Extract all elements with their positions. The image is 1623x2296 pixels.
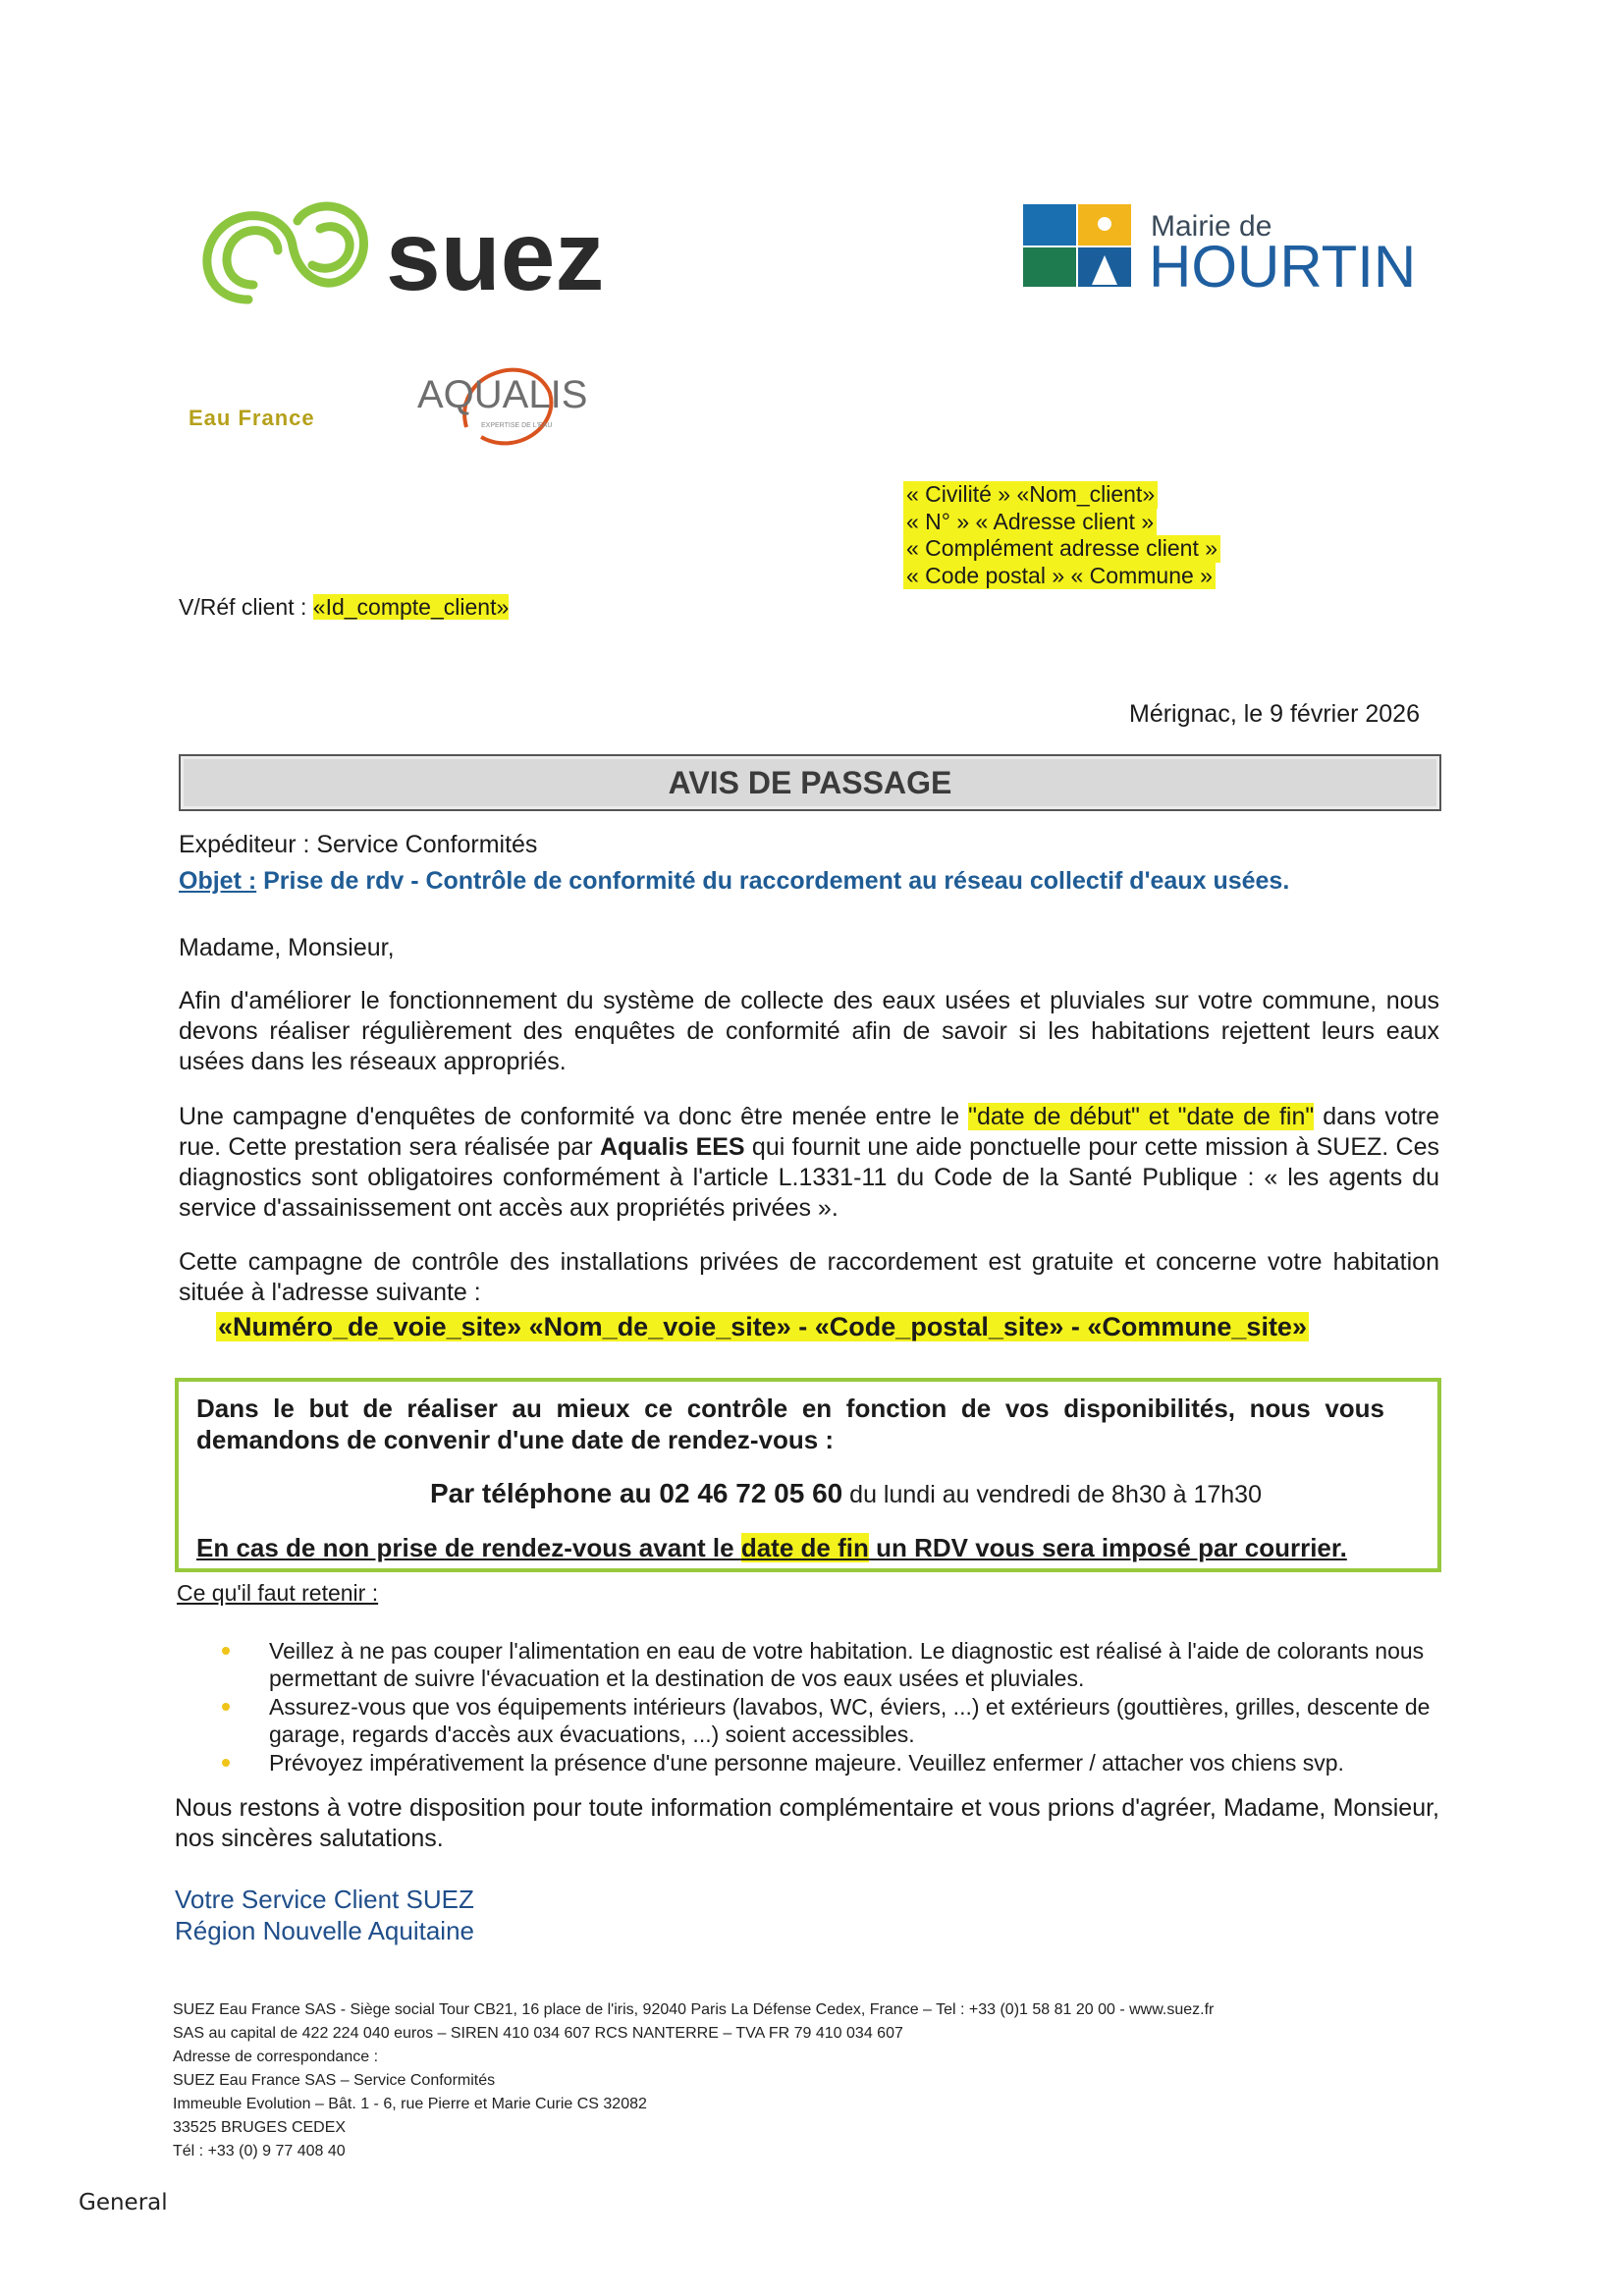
client-reference-label: V/Réf client : xyxy=(179,594,313,620)
aqualis-logo xyxy=(412,334,604,462)
client-reference-value: «Id_compte_client» xyxy=(312,594,510,620)
mairie-hourtin-logo xyxy=(1023,196,1445,295)
footer-line: SUEZ Eau France SAS – Service Conformités xyxy=(173,2072,496,2089)
letter-date: Mérignac, le 9 février 2026 xyxy=(1129,700,1420,728)
footer-line: Immeuble Evolution – Bât. 1 - 6, rue Pierre et Marie Curie CS 32082 xyxy=(173,2096,647,2112)
address-line-3: « Complément adresse client » xyxy=(903,535,1220,563)
appointment-warning xyxy=(196,1533,1347,1563)
classification-label: General xyxy=(79,2190,168,2215)
signature-line-2: Région Nouvelle Aquitaine xyxy=(175,1916,474,1945)
paragraph-campaign xyxy=(179,1102,1439,1224)
legal-footer xyxy=(173,1998,1214,2163)
sender-line: Expéditeur : Service Conformités xyxy=(179,831,538,858)
remember-title: Ce qu'il faut retenir : xyxy=(177,1580,379,1606)
subject-text: Prise de rdv - Contrôle de conformité du raccordement au réseau collectif d'eaux usées. xyxy=(256,867,1290,895)
address-line-1: « Civilité » «Nom_client» xyxy=(903,481,1158,509)
phone-line xyxy=(430,1478,1262,1509)
footer-line: Adresse de correspondance : xyxy=(173,2049,379,2065)
salutation: Madame, Monsieur, xyxy=(179,934,395,961)
paragraph-intro: Afin d'améliorer le fonctionnement du système de collecte des eaux usées et pluviales sur votre commune, nous devons réaliser régulièrement des enquêtes de conformité afin de savoir si les habitations rejettent leurs eaux usées dans les réseaux appropriés. xyxy=(179,987,1439,1075)
paragraph-address-intro: Cette campagne de contrôle des installations privées de raccordement est gratuite et concerne votre habitation située à l'adresse suivante : xyxy=(179,1248,1439,1306)
suez-logo xyxy=(194,191,656,319)
list-item-text: Assurez-vous que vos équipements intérieurs (lavabos, WC, éviers, ...) et extérieurs (gouttières, grilles, descente de garage, regards d'accès aux évacuations, ...) soient accessibles. xyxy=(269,1694,1431,1747)
list-item-text: Veillez à ne pas couper l'alimentation en eau de votre habitation. Le diagnostic est réalisé à l'aide de colorants nous permettant de suivre l'évacuation et la destination de vos eaux usées et pluviales. xyxy=(269,1638,1425,1691)
footer-line: Tél : +33 (0) 9 77 408 40 xyxy=(173,2143,346,2159)
hourtin-text: HOURTIN xyxy=(1149,234,1417,295)
eau-france-label: Eau France xyxy=(189,406,315,430)
company-name: Aqualis EES xyxy=(599,1133,745,1161)
recipient-address-block xyxy=(903,481,1220,589)
site-address-placeholder: «Numéro_de_voie_site» «Nom_de_voie_site» - «Code_postal_site» - «Commune_site» xyxy=(218,1312,1307,1341)
signature-line-1: Votre Service Client SUEZ xyxy=(175,1885,474,1914)
remember-list xyxy=(218,1637,1439,1777)
address-line-2: « N° » « Adresse client » xyxy=(903,509,1157,536)
bullet-icon xyxy=(222,1647,230,1655)
campaign-dates-placeholder: "date de début" et "date de fin" xyxy=(968,1103,1315,1130)
address-line-4: « Code postal » « Commune » xyxy=(903,563,1216,590)
subject-line xyxy=(179,867,1289,896)
warning-part1: En cas de non prise de rendez-vous avant le xyxy=(196,1533,741,1562)
warning-part2: un RDV vous sera imposé par courrier. xyxy=(868,1533,1347,1562)
mairie-de-text: Mairie de xyxy=(1151,210,1272,243)
suez-logo-text: suez xyxy=(386,201,605,311)
footer-line: SAS au capital de 422 224 040 euros – SIREN 410 034 607 RCS NANTERRE – TVA FR 79 410 034 607 xyxy=(173,2025,903,2042)
document-title: AVIS DE PASSAGE xyxy=(179,754,1441,811)
closing-paragraph: Nous restons à votre disposition pour toute information complémentaire et vous prions d'agréer, Madame, Monsieur, nos sincères salutations. xyxy=(175,1794,1439,1852)
paragraph-campaign-part1: Une campagne d'enquêtes de conformité va donc être menée entre le xyxy=(179,1103,969,1130)
aqualis-tagline: EXPERTISE DE L'EAU xyxy=(481,422,553,429)
site-address xyxy=(216,1312,1309,1342)
warning-date-placeholder: date de fin xyxy=(740,1533,869,1562)
list-item xyxy=(218,1749,1439,1777)
list-item xyxy=(218,1693,1439,1748)
phone-hours: du lundi au vendredi de 8h30 à 17h30 xyxy=(842,1481,1262,1508)
paragraph-campaign-part2: dans votre rue. Cette prestation sera réalisée par xyxy=(179,1103,1439,1161)
bullet-icon xyxy=(222,1703,230,1711)
subject-label: Objet : xyxy=(179,867,257,895)
signature xyxy=(175,1884,474,1946)
bullet-icon xyxy=(222,1759,230,1767)
list-item-text: Prévoyez impérativement la présence d'une personne majeure. Veuillez enfermer / attacher vos chiens svp. xyxy=(269,1750,1344,1776)
client-reference xyxy=(179,594,509,621)
appointment-intro: Dans le but de réaliser au mieux ce contrôle en fonction de vos disponibilités, nous vous demandons de convenir d'une date de rendez-vous : xyxy=(196,1394,1384,1454)
list-item xyxy=(218,1637,1439,1692)
footer-line: 33525 BRUGES CEDEX xyxy=(173,2119,347,2136)
aqualis-logo-text: AQUALIS xyxy=(417,373,588,416)
footer-line: SUEZ Eau France SAS - Siège social Tour CB21, 16 place de l'iris, 92040 Paris La Défense Cedex, France – Tel : +33 (0)1 58 81 20 00 - www.suez.fr xyxy=(173,2001,1215,2018)
paragraph-campaign-part3: qui fournit une aide ponctuelle pour cette mission à SUEZ. Ces diagnostics sont obligatoires conformément à l'article L.1331-11 du Code de la Santé Publique : « les agents du service d'assainissement ont accès aux propriétés privées ». xyxy=(179,1133,1439,1222)
phone-number: Par téléphone au 02 46 72 05 60 xyxy=(430,1478,843,1508)
